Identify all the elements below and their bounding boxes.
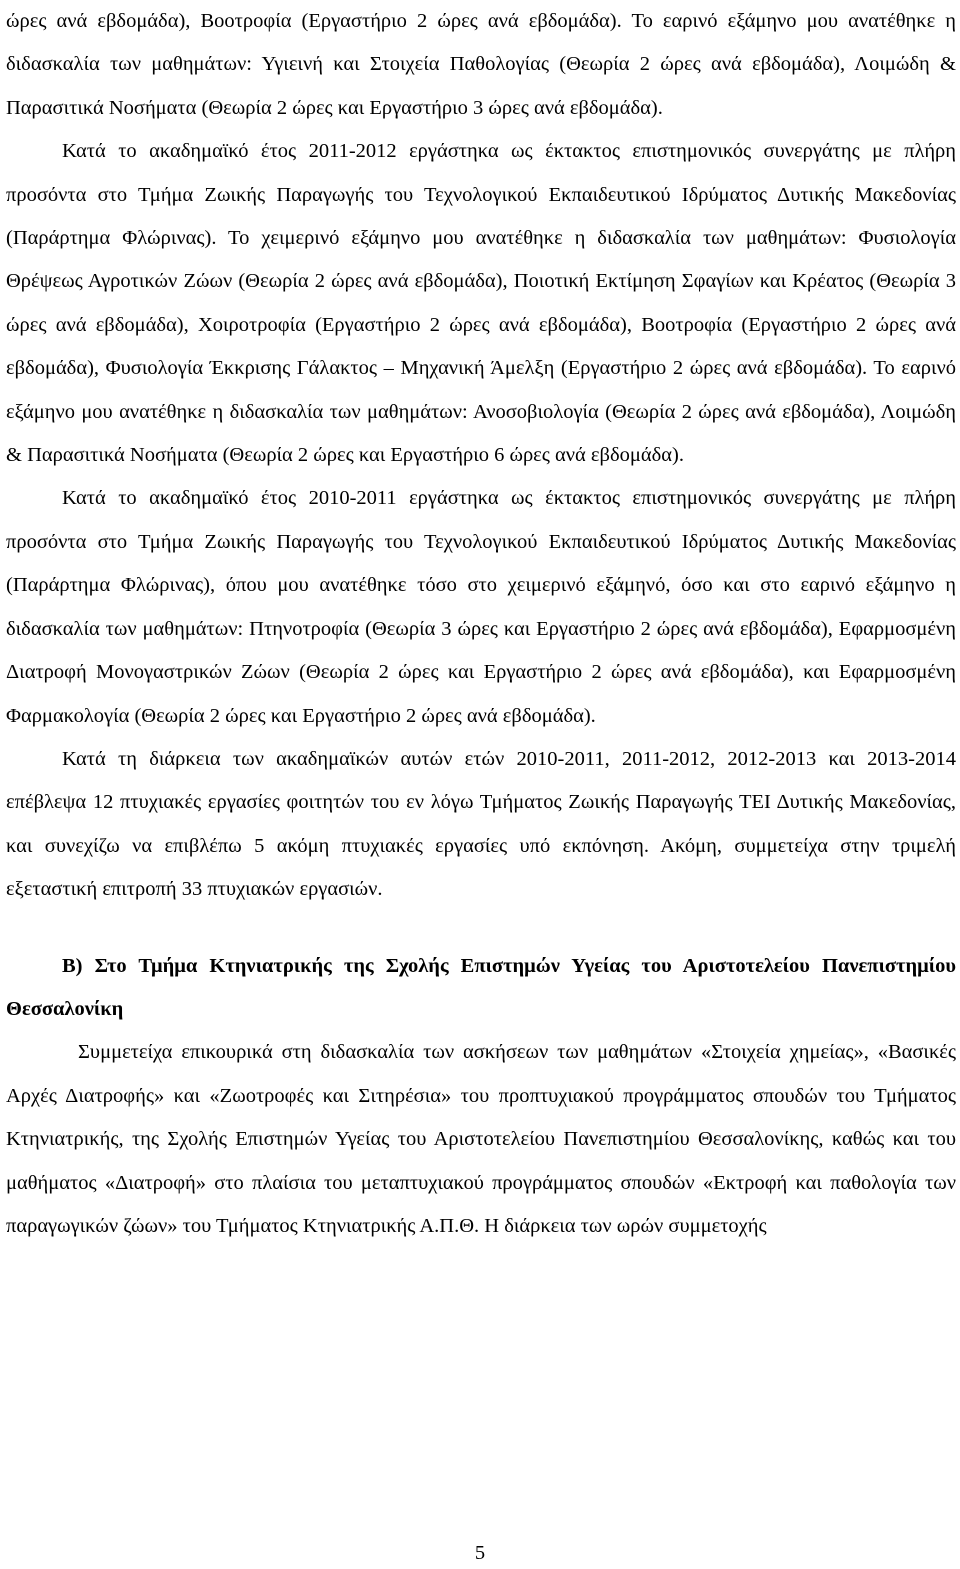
page-number: 5 xyxy=(474,1542,486,1564)
paragraph-continuation: ώρες ανά εβδομάδα), Βοοτροφία (Εργαστήριο 2 ώρες ανά εβδομάδα). Το εαρινό εξάμηνο μου ανατέθηκε η διδασκαλία των μαθημάτων: Υγιεινή και Στοιχεία Παθολογίας (Θεωρία 2 ώρες ανά εβδομάδα), Λοιμώδη & Παρασιτικά Νοσήματα (Θεωρία 2 ώρες και Εργαστήριο 3 ώρες ανά εβδομάδα). xyxy=(6,10,956,119)
paragraph-veterinary-teaching: Συμμετείχα επικουρικά στη διδασκαλία των ασκήσεων των μαθημάτων «Στοιχεία χημείας», «Βασικές Αρχές Διατροφής» και «Ζωοτροφές και Σιτηρέσια» του προπτυχιακού προγράμματος σπουδών του Τμήματος Κτηνιατρικής, της Σχολής Επιστημών Υγείας του Αριστοτελείου Πανεπιστημίου Θεσσαλονίκης, καθώς και του μαθήματος «Διατροφή» στο πλαίσια του μεταπτυχιακού προγράμματος σπουδών «Εκτροφή και παθολογία των παραγωγικών ζώων» του Τμήματος Κτηνιατρικής Α.Π.Θ. Η διάρκεια των ωρών συμμετοχής xyxy=(6,1041,956,1237)
document-page xyxy=(6,0,956,1248)
paragraph-supervision: Κατά τη διάρκεια των ακαδημαϊκών αυτών ετών 2010-2011, 2011-2012, 2012-2013 και 2013-2014 επέβλεψα 12 πτυχιακές εργασίες φοιτητών του εν λόγω Τμήματος Ζωικής Παραγωγής ΤΕΙ Δυτικής Μακεδονίας, και συνεχίζω να επιβλέπω 5 ακόμη πτυχιακές εργασίες υπό εκπόνηση. Ακόμη, συμμετείχα στην τριμελή εξεταστική επιτροπή 33 πτυχιακών εργασιών. xyxy=(6,747,956,901)
section-heading: Β) Στο Τμήμα Κτηνιατρικής της Σχολής Επιστημών Υγείας του Αριστοτελείου Πανεπιστημίου Θεσσαλονίκη xyxy=(6,954,956,1020)
paragraph-2010-2011: Κατά το ακαδημαϊκό έτος 2010-2011 εργάστηκα ως έκτακτος επιστημονικός συνεργάτης με πλήρη προσόντα στο Τμήμα Ζωικής Παραγωγής του Τεχνολογικού Εκπαιδευτικού Ιδρύματος Δυτικής Μακεδονίας (Παράρτημα Φλώρινας), όπου μου ανατέθηκε τόσο στο χειμερινό εξάμηνό, όσο και στο εαρινό εξάμηνο η διδασκαλία των μαθημάτων: Πτηνοτροφία (Θεωρία 3 ώρες και Εργαστήριο 2 ώρες ανά εβδομάδα), Εφαρμοσμένη Διατροφή Μονογαστρικών Ζώων (Θεωρία 2 ώρες και Εργαστήριο 2 ώρες ανά εβδομάδα), και Εφαρμοσμένη Φαρμακολογία (Θεωρία 2 ώρες και Εργαστήριο 2 ώρες ανά εβδομάδα). xyxy=(6,487,956,727)
paragraph-2011-2012: Κατά το ακαδημαϊκό έτος 2011-2012 εργάστηκα ως έκτακτος επιστημονικός συνεργάτης με πλήρη προσόντα στο Τμήμα Ζωικής Παραγωγής του Τεχνολογικού Εκπαιδευτικού Ιδρύματος Δυτικής Μακεδονίας (Παράρτημα Φλώρινας). Το χειμερινό εξάμηνο μου ανατέθηκε η διδασκαλία των μαθημάτων: Φυσιολογία Θρέψεως Αγροτικών Ζώων (Θεωρία 2 ώρες ανά εβδομάδα), Ποιοτική Εκτίμηση Σφαγίων και Κρέατος (Θεωρία 3 ώρες ανά εβδομάδα), Χοιροτροφία (Εργαστήριο 2 ώρες ανά εβδομάδα), Βοοτροφία (Εργαστήριο 2 ώρες ανά εβδομάδα), Φυσιολογία Έκκρισης Γάλακτος – Μηχανική Άμελξη (Εργαστήριο 2 ώρες ανά εβδομάδα). Το εαρινό εξάμηνο μου ανατέθηκε η διδασκαλία των μαθημάτων: Ανοσοβιολογία (Θεωρία 2 ώρες ανά εβδομάδα), Λοιμώδη & Παρασιτικά Νοσήματα (Θεωρία 2 ώρες και Εργαστήριο 6 ώρες ανά εβδομάδα). xyxy=(6,140,956,467)
